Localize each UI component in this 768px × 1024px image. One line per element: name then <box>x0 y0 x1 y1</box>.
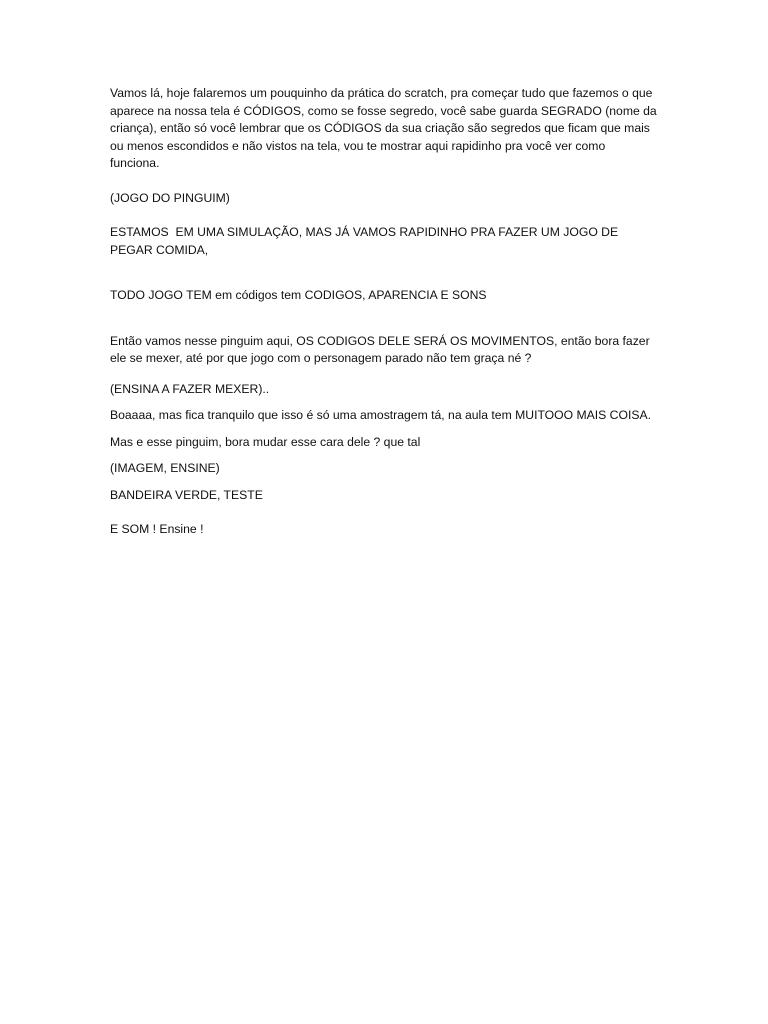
paragraph-penguin-game: (JOGO DO PINGUIM) <box>110 190 230 205</box>
paragraph-every-game: TODO JOGO TEM em códigos tem CODIGOS, APARENCIA E SONS <box>110 288 487 302</box>
document-body <box>110 85 661 539</box>
paragraph-sound: E SOM ! Ensine ! <box>110 522 204 536</box>
paragraph-green-flag: BANDEIRA VERDE, TESTE <box>110 487 263 502</box>
paragraph-intro: Vamos lá, hoje falaremos um pouquinho da prática do scratch, pra começar tudo que fazemos o que aparece na nossa tela é CÓDIGOS, como se fosse segredo, você sabe guarda SEGRADO (nome da criança), então só você lembrar que os CÓDIGOS da sua criação são segredos que ficam que mais ou menos escondidos e não vistos na tela, vou te mostrar aqui rapidinho pra você ver como funciona. <box>110 86 661 170</box>
paragraph-image: (IMAGEM, ENSINE) <box>110 461 220 475</box>
paragraph-change-face: Mas e esse pinguim, bora mudar esse cara dele ? que tal <box>110 434 421 449</box>
paragraph-sample: Boaaaa, mas fica tranquilo que isso é só uma amostragem tá, na aula tem MUITOOO MAIS COISA. <box>110 408 651 422</box>
paragraph-simulation: ESTAMOS EM UMA SIMULAÇÃO, MAS JÁ VAMOS RAPIDINHO PRA FAZER UM JOGO DE PEGAR COMIDA, <box>110 225 622 257</box>
paragraph-teach-move: (ENSINA A FAZER MEXER).. <box>110 381 270 396</box>
paragraph-movements: Então vamos nesse pinguim aqui, OS CODIGOS DELE SERÁ OS MOVIMENTOS, então bora fazer ele se mexer, até por que jogo com o personagem parado não tem graça né ? <box>110 333 654 365</box>
